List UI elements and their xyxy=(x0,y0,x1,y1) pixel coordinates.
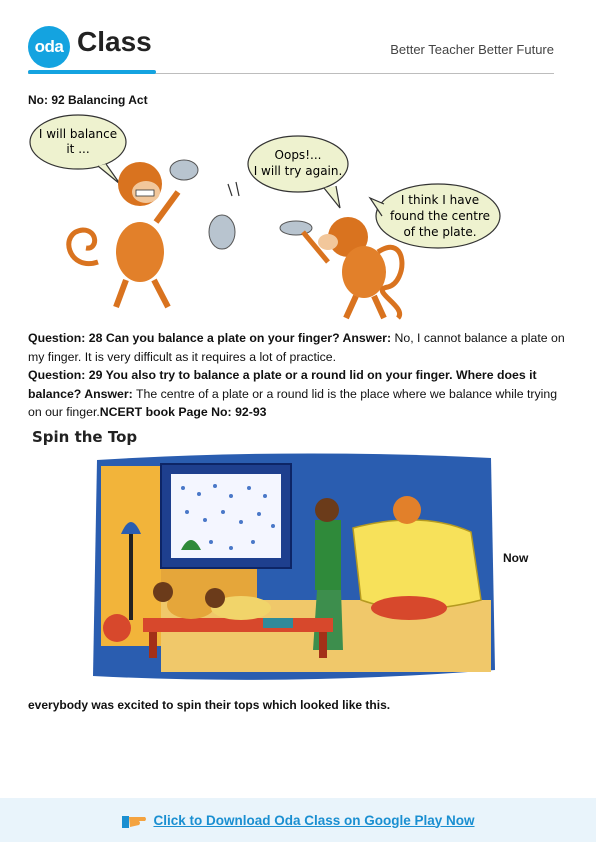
question-29 xyxy=(28,366,568,422)
question-28-text: Question: 28 Can you balance a plate on your finger? Answer: xyxy=(28,331,392,345)
spin-the-top-heading: Spin the Top xyxy=(32,428,138,446)
monkey-1 xyxy=(69,160,198,307)
bubble3-line2: found the centre xyxy=(389,209,491,223)
pointing-hand-icon xyxy=(121,809,147,831)
section-title: No: 92 Balancing Act xyxy=(28,93,148,107)
footer-banner xyxy=(0,798,596,842)
oda-logo[interactable] xyxy=(28,26,70,68)
ncert-reference: NCERT book Page No: 92-93 xyxy=(99,405,267,419)
bubble2-line1: Oops!... xyxy=(274,148,322,162)
tagline: Better Teacher Better Future xyxy=(390,42,554,57)
question-28 xyxy=(28,329,568,366)
bubble2-line2: I will try again. xyxy=(253,164,343,178)
logo-word: Class xyxy=(77,26,152,57)
bubble1-line1: I will balance xyxy=(38,127,118,141)
now-text: Now xyxy=(503,551,529,565)
answer-28-text: No, I cannot balance a plate on my finger. It is very difficult as it requires a lot of practice. xyxy=(28,331,565,364)
header-accent-bar xyxy=(28,70,156,74)
header xyxy=(28,22,554,74)
falling-plate xyxy=(209,215,235,249)
bubble1-line2: it ... xyxy=(66,142,90,156)
logo-mark: oda xyxy=(34,37,64,56)
question-29-text: Question: 29 You also try to balance a plate or a round lid on your finger. Where does it balance? Answer: xyxy=(28,368,537,401)
bubble3-line1: I think I have xyxy=(400,193,480,207)
spin-the-top-illustration xyxy=(91,450,497,682)
bubble3-line3: of the plate. xyxy=(403,225,477,239)
answer-29-text: The centre of a plate or a round lid is the place where we balance while trying on our finger. xyxy=(28,386,558,419)
download-link[interactable]: Click to Download Oda Class on Google Play Now xyxy=(153,812,475,828)
balancing-act-illustration xyxy=(28,112,514,320)
excited-text: everybody was excited to spin their tops which looked like this. xyxy=(28,698,391,712)
